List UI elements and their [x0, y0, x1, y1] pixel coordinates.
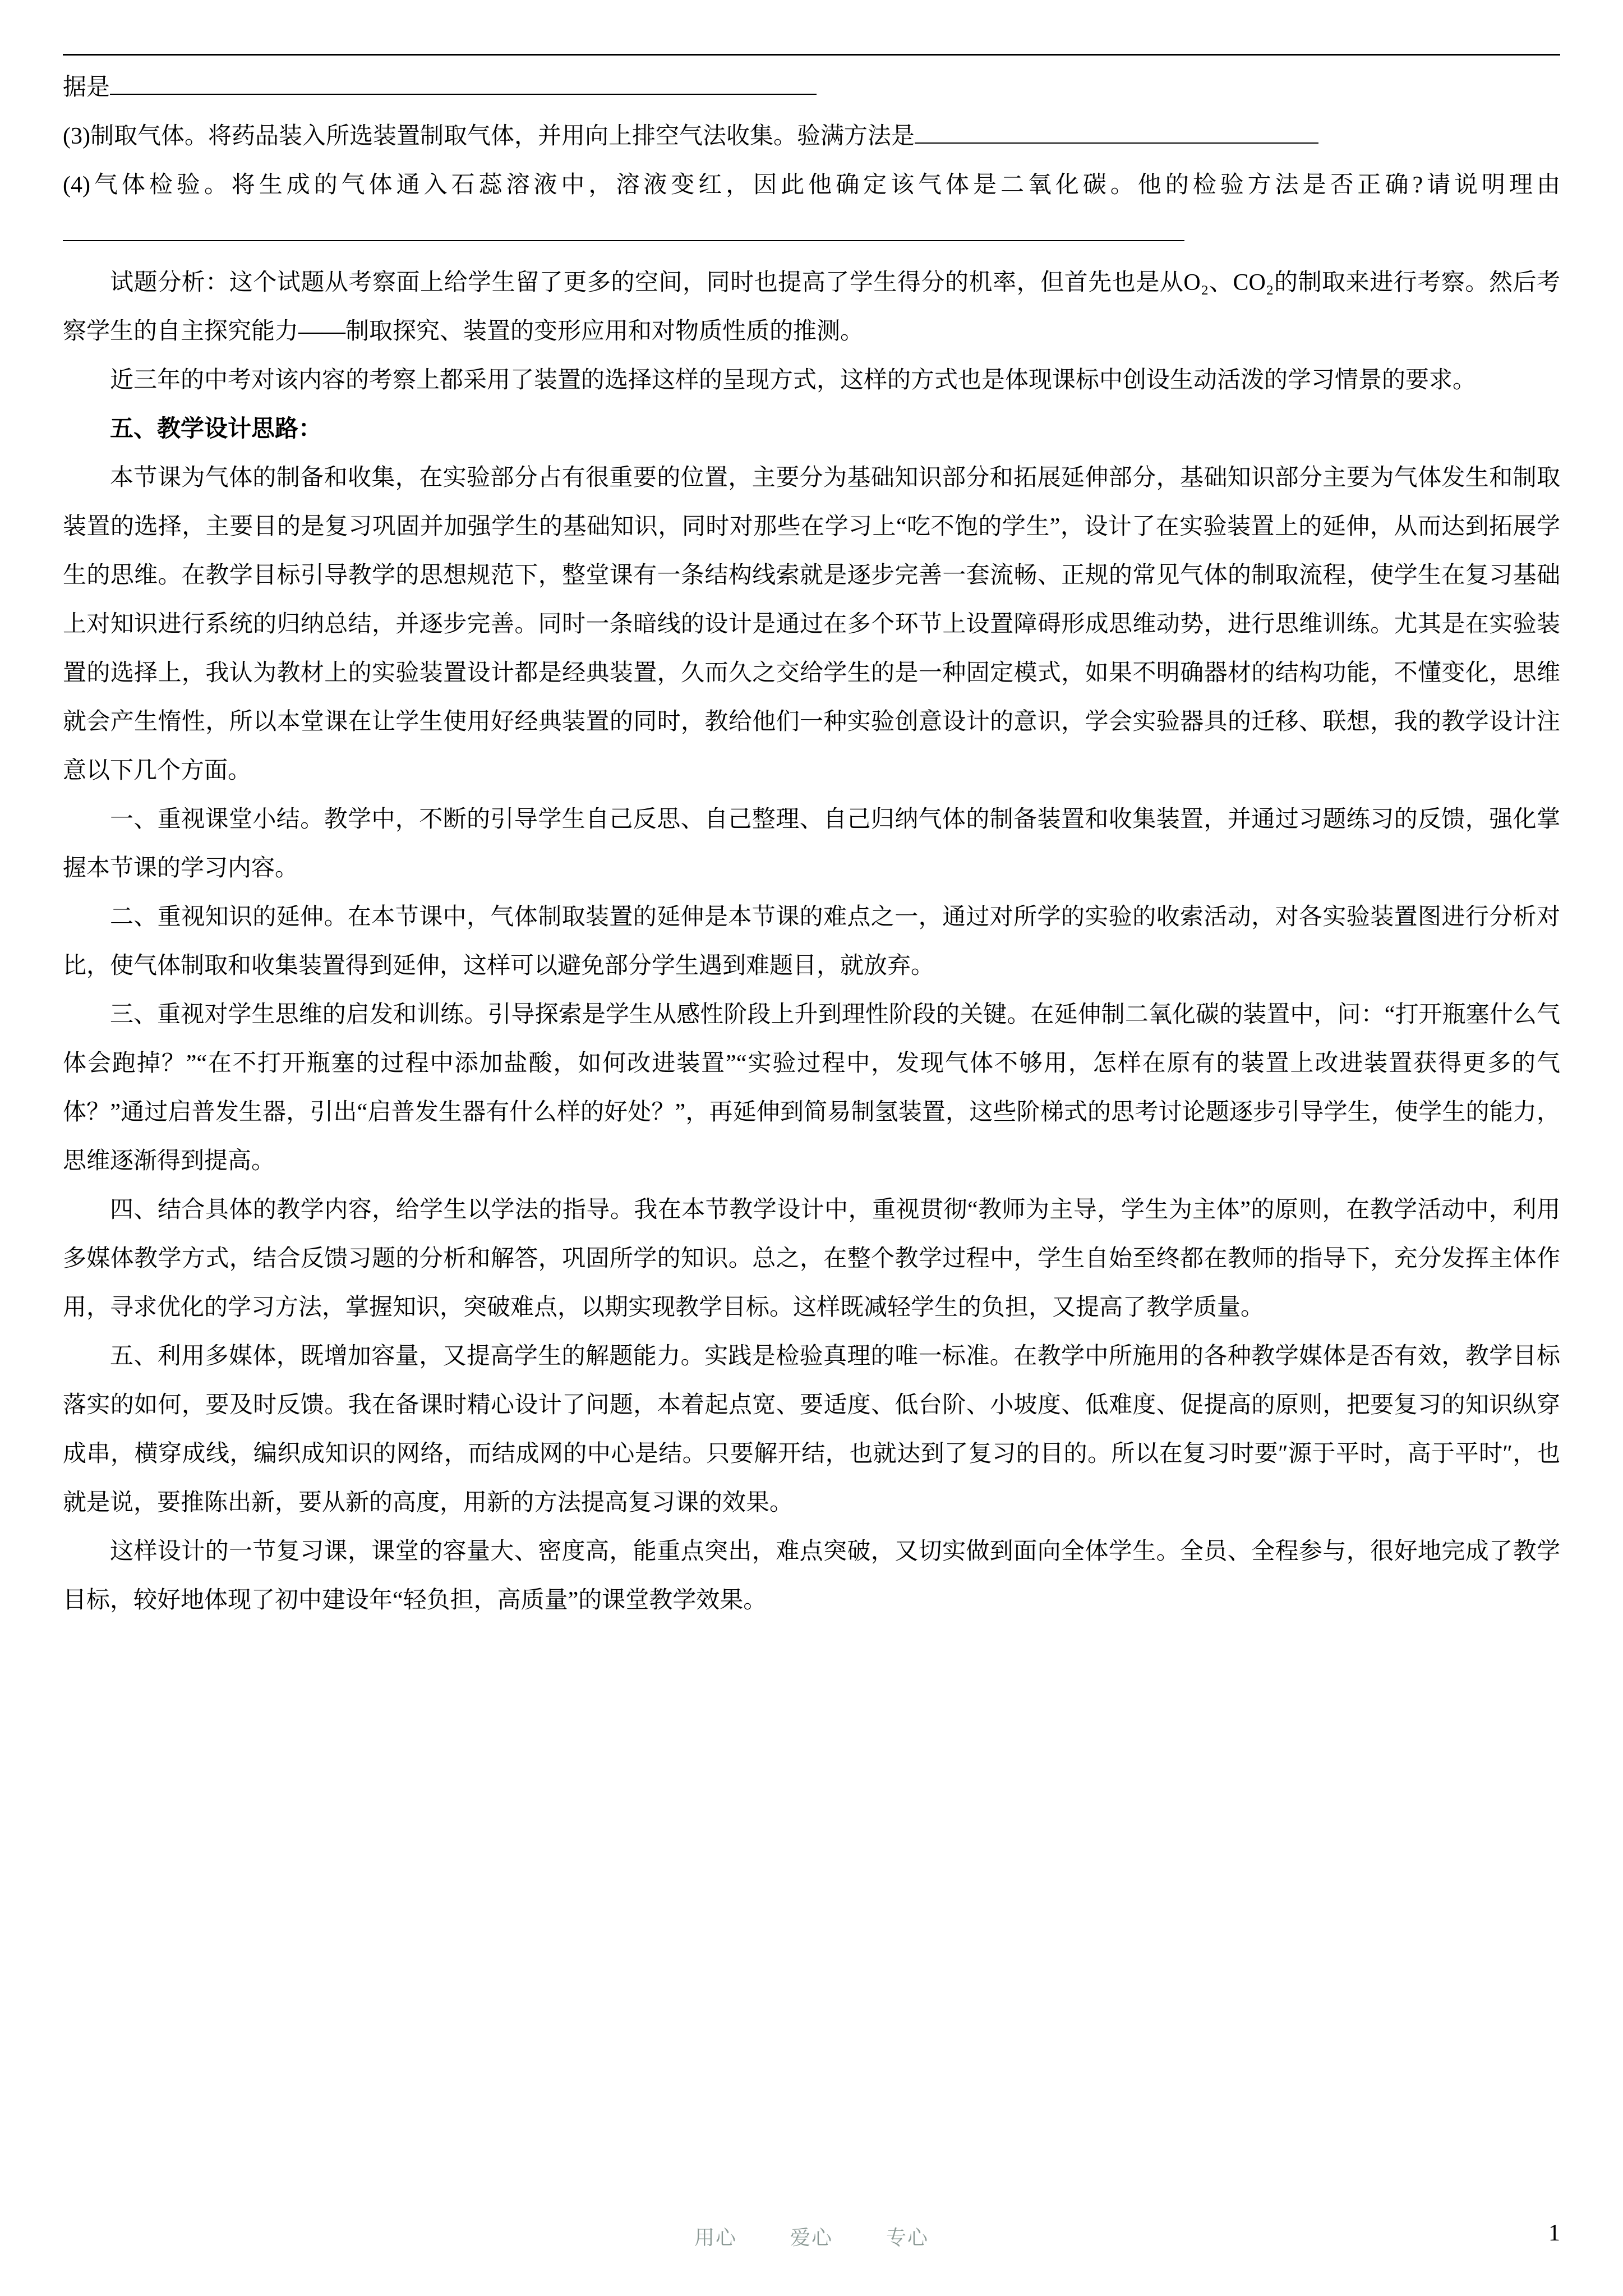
blank-underline — [63, 218, 1184, 241]
paragraph-conclusion: 这样设计的一节复习课，课堂的容量大、密度高，能重点突出，难点突破，又切实做到面向全体学生。全员、全程参与，很好地完成了教学目标，较好地体现了初中建设年“轻负担，高质量”的课堂教学效果。 — [63, 1539, 1560, 1613]
fill-line-text: 据是 — [63, 75, 110, 100]
page-number: 1 — [1548, 2220, 1560, 2246]
footer-word-1: 用心 — [694, 2226, 737, 2249]
footer-motto — [63, 2222, 1560, 2251]
paragraph-exam-trend: 近三年的中考对该内容的考察上都采用了装置的选择这样的呈现方式，这样的方式也是体现课标中创设生动活泼的学习情景的要求。 — [110, 367, 1477, 393]
fill-line-step4 — [63, 161, 1560, 259]
section-heading-design: 五、教学设计思路： — [110, 416, 322, 442]
fill-line-step3 — [63, 112, 1560, 161]
paragraph-point-1: 一、重视课堂小结。教学中，不断的引导学生自己反思、自己整理、自己归纳气体的制备装置和收集装置，并通过习题练习的反馈，强化掌握本节课的学习内容。 — [63, 807, 1560, 881]
page-footer — [63, 2222, 1560, 2256]
header-rule — [63, 54, 1560, 56]
fill-line-text: (3)制取气体。将药品装入所选装置制取气体，并用向上排空气法收集。验满方法是 — [63, 123, 915, 149]
document-body — [63, 54, 1560, 1625]
paragraph-point-3: 三、重视对学生思维的启发和训练。引导探索是学生从感性阶段上升到理性阶段的关键。在延伸制二氧化碳的装置中，问：“打开瓶塞什么气体会跑掉？”“在不打开瓶塞的过程中添加盐酸，如何改进装置”“实验过程中，发现气体不够用，怎样在原有的装置上改进装置获得更多的气体？”通过启普发生器，引出“启普发生器有什么样的好处？”，再延伸到简易制氢装置，这些阶梯式的思考讨论题逐步引导学生，使学生的能力，思维逐渐得到提高。 — [63, 1002, 1560, 1174]
footer-word-2: 爱心 — [790, 2226, 833, 2249]
blank-underline — [110, 71, 817, 95]
paragraph-point-2: 二、重视知识的延伸。在本节课中，气体制取装置的延伸是本节课的难点之一，通过对所学的实验的收索活动，对各实验装置图进行分析对比，使气体制取和收集装置得到延伸，这样可以避免部分学生遇到难题目，就放弃。 — [63, 904, 1560, 979]
footer-word-3: 专心 — [886, 2226, 929, 2249]
paragraph-design-overview: 本节课为气体的制备和收集，在实验部分占有很重要的位置，主要分为基础知识部分和拓展延伸部分，基础知识部分主要为气体发生和制取装置的选择，主要目的是复习巩固并加强学生的基础知识，同时对那些在学习上“吃不饱的学生”，设计了在实验装置上的延伸，从而达到拓展学生的思维。在教学目标引导教学的思想规范下，整堂课有一条结构线索就是逐步完善一套流畅、正规的常见气体的制取流程，使学生在复习基础上对知识进行系统的归纳总结，并逐步完善。同时一条暗线的设计是通过在多个环节上设置障碍形成思维动势，进行思维训练。尤其是在实验装置的选择上，我认为教材上的实验装置设计都是经典装置，久而久之交给学生的是一种固定模式，如果不明确器材的结构功能，不懂变化，思维就会产生惰性，所以本堂课在让学生使用好经典装置的同时，教给他们一种实验创意设计的意识，学会实验器具的迁移、联想，我的教学设计注意以下几个方面。 — [63, 465, 1560, 784]
fill-line-answer-basis — [63, 63, 1560, 112]
blank-underline — [915, 120, 1318, 144]
paragraph-point-4: 四、结合具体的教学内容，给学生以学法的指导。我在本节教学设计中，重视贯彻“教师为主导，学生为主体”的原则，在教学活动中，利用多媒体教学方式，结合反馈习题的分析和解答，巩固所学的知识。总之，在整个教学过程中，学生自始至终都在教师的指导下，充分发挥主体作用，寻求优化的学习方法，掌握知识，突破难点，以期实现教学目标。这样既减轻学生的负担，又提高了教学质量。 — [63, 1197, 1560, 1320]
fill-line-text: (4)气体检验。将生成的气体通入石蕊溶液中，溶液变红，因此他确定该气体是二氧化碳。他的检验方法是否正确?请说明理由 — [63, 172, 1560, 198]
paragraph-point-5: 五、利用多媒体，既增加容量，又提高学生的解题能力。实践是检验真理的唯一标准。在教学中所施用的各种教学媒体是否有效，教学目标落实的如何，要及时反馈。我在备课时精心设计了问题，本着起点宽、要适度、低台阶、小坡度、低难度、促提高的原则，把要复习的知识纵穿成串，横穿成线，编织成知识的网络，而结成网的中心是结。只要解开结，也就达到了复习的目的。所以在复习时要″源于平时，高于平时″，也就是说，要推陈出新，要从新的高度，用新的方法提高复习课的效果。 — [63, 1343, 1560, 1516]
paragraph-analysis: 试题分析：这个试题从考察面上给学生留了更多的空间，同时也提高了学生得分的机率，但首先也是从O₂、CO₂的制取来进行考察。然后考察学生的自主探究能力——制取探究、装置的变形应用和对物质性质的推测。 — [63, 270, 1560, 344]
